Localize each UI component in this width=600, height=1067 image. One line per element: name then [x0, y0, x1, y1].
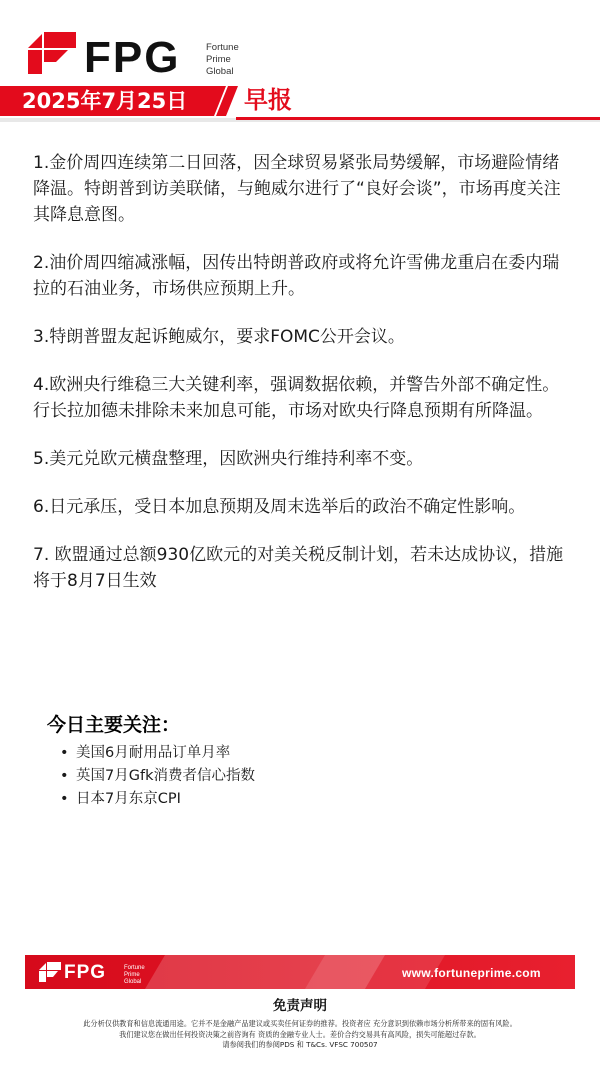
website-link[interactable]: www.fortuneprime.com: [402, 966, 541, 980]
focus-item: • 英国7月Gfk消费者信心指数: [60, 765, 255, 788]
disclaimer-line: 我们建议您在做出任何投资决策之前咨询有 资质的金融专业人士。差价合约交易具有高风险，损失可能超过存款。: [119, 1029, 481, 1039]
brand-subtitle-line: Prime: [206, 54, 231, 65]
header-divider: [236, 117, 600, 120]
footer-subtitle-line: Prime: [124, 972, 140, 978]
disclaimer-title: 免责声明: [273, 998, 327, 1014]
news-item: 1.金价周四连续第二日回落，因全球贸易紧张局势缓解，市场避险情绪降温。特朗普到访美联储，与鲍威尔进行了“良好会谈”，市场再度关注其降息意图。: [33, 153, 561, 225]
focus-title: 今日主要关注：: [47, 714, 181, 736]
report-date: 2025年7月25日: [22, 89, 188, 113]
report-type-label: 早报: [244, 86, 292, 114]
footer-subtitle-line: Global: [124, 979, 142, 985]
news-item: 4.欧洲央行维稳三大关键利率，强调数据依赖，并警告外部不确定性。行长拉加德未排除未来加息可能，市场对欧央行降息预期有所降温。: [33, 375, 560, 421]
disclaimer-text: [10, 1019, 590, 1051]
brand-subtitle-line: Fortune: [206, 42, 239, 53]
news-list: [33, 150, 568, 616]
brand-logo-text: FPG: [84, 33, 181, 82]
brand-subtitle: [206, 42, 239, 78]
news-item: 6.日元承压，受日本加息预期及周末选举后的政治不确定性影响。: [33, 497, 526, 517]
news-item: 5.美元兑欧元横盘整理，因欧洲央行维持利率不变。: [33, 449, 424, 469]
news-item: 2.油价周四缩减涨幅，因传出特朗普政府或将允许雪佛龙重启在委内瑞拉的石油业务，市场供应预期上升。: [33, 253, 560, 299]
news-item: 3.特朗普盟友起诉鲍威尔，要求FOMC公开会议。: [33, 327, 405, 347]
footer-logo-text: FPG: [64, 962, 107, 983]
footer-subtitle: [124, 965, 145, 986]
brand-subtitle-line: Global: [206, 66, 234, 77]
disclaimer-line: 此分析仅供教育和信息流通用途。它并不是金融产品建议或买卖任何证券的推荐。投资者应 充分意识到依赖市场分析所带来的固有风险。: [83, 1019, 517, 1028]
focus-item: • 日本7月东京CPI: [60, 788, 255, 811]
focus-list: [60, 742, 255, 811]
fpg-logo-icon: [28, 30, 76, 74]
news-item: 7. 欧盟通过总额930亿欧元的对美关税反制计划，若未达成协议，措施将于8月7日生效: [33, 545, 564, 591]
focus-item: • 美国6月耐用品订单月率: [60, 742, 255, 765]
disclaimer-line: 请参阅我们的参阅PDS 和 T&Cs. VFSC 700507: [222, 1040, 378, 1049]
footer-subtitle-line: Fortune: [124, 965, 145, 971]
